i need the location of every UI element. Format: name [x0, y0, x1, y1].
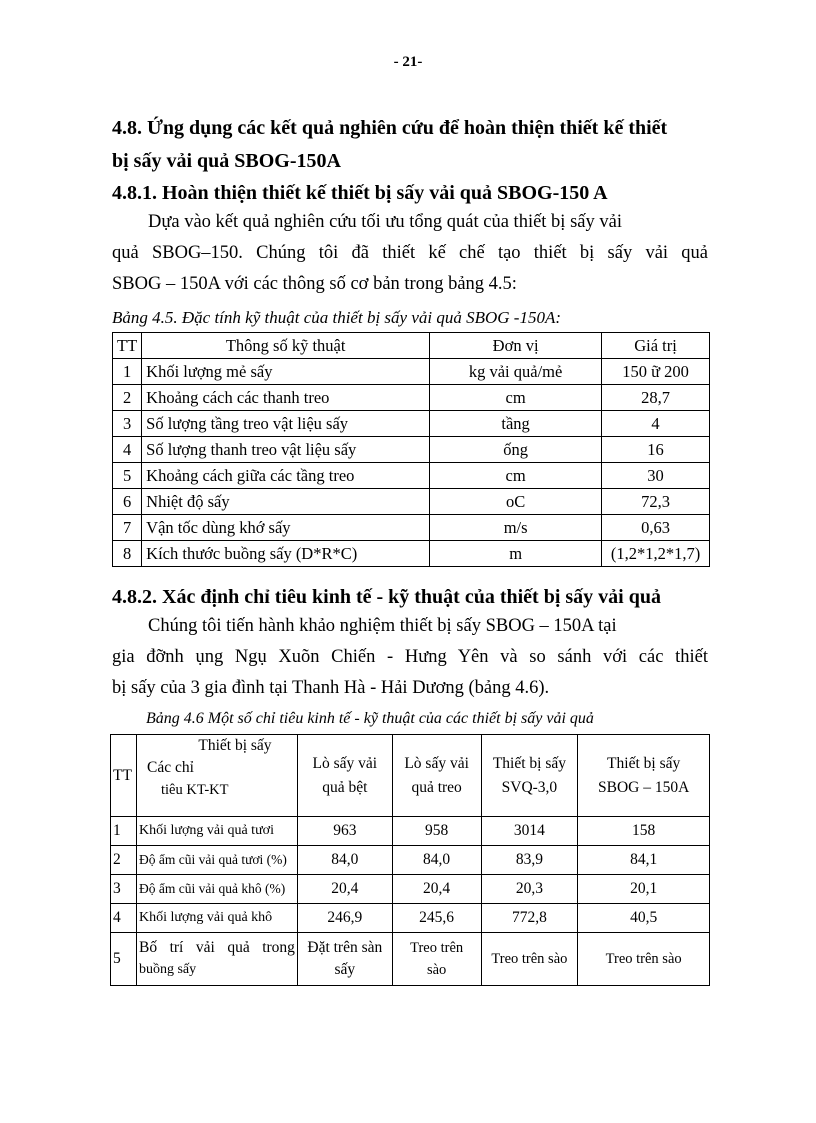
subsection1-title: 4.8.1. Hoàn thiện thiết kế thiết bị sấy vải quả SBOG-150 A: [112, 182, 608, 204]
table2-cell: Khối lượng vải quả khô: [136, 904, 297, 933]
table2-cell: 958: [392, 817, 481, 846]
col-label-line2: SVQ-3,0: [501, 778, 558, 796]
table1-cell: 72,3: [602, 489, 710, 515]
table1-row: [113, 541, 710, 567]
row5-label-line2: buồng sấy: [138, 962, 197, 977]
table1-cell: tầng: [430, 411, 602, 437]
table2-cell: Treo trên sào: [578, 933, 710, 986]
table1-cell: Vận tốc dùng khớ sấy: [142, 515, 430, 541]
para2-line2: gia đỡnh ụng Ngụ Xuõn Chiến - Hưng Yên và so sánh với các thiết: [112, 647, 708, 667]
table2-cell: Treo trên sào: [481, 933, 578, 986]
table2-cell: 84,0: [392, 846, 481, 875]
table2-cell: 40,5: [578, 904, 710, 933]
table1-cell: 28,7: [602, 385, 710, 411]
table2-cell: 20,4: [297, 875, 392, 904]
table2-cell: 3014: [481, 817, 578, 846]
table2-cell: 20,4: [392, 875, 481, 904]
table2-cell: 5: [111, 933, 137, 986]
table2-row: [111, 933, 710, 986]
table1-cell: m: [430, 541, 602, 567]
table1-cell: (1,2*1,2*1,7): [602, 541, 710, 567]
economic-indicators-table: [110, 734, 710, 986]
table2-cell: 84,1: [578, 846, 710, 875]
table1-cell: Khoảng cách giữa các tầng treo: [142, 463, 430, 489]
table1-cell: 7: [113, 515, 142, 541]
table2-cell: Độ ẩm cũi vải quả khô (%): [136, 875, 297, 904]
row5-c2-line2: sào: [426, 962, 447, 978]
table2-cell: 246,9: [297, 904, 392, 933]
table2-cell: 83,9: [481, 846, 578, 875]
table2-cell: 245,6: [392, 904, 481, 933]
table1-row: [113, 411, 710, 437]
table2-cell: 20,3: [481, 875, 578, 904]
technical-spec-table: [112, 332, 710, 567]
row5-c1-line2: sấy: [334, 961, 356, 978]
table1-cell: Khoảng cách các thanh treo: [142, 385, 430, 411]
table1-row: [113, 437, 710, 463]
table2-row: [111, 846, 710, 875]
para1-line1: Dựa vào kết quả nghiên cứu tối ưu tổng quát của thiết bị sấy vải: [148, 212, 622, 232]
para2-line3: bị sấy của 3 gia đình tại Thanh Hà - Hải Dương (bảng 4.6).: [112, 678, 550, 698]
table2-cell: 20,1: [578, 875, 710, 904]
table1-cell: cm: [430, 463, 602, 489]
table2-cell: 2: [111, 846, 137, 875]
table2-cell: 772,8: [481, 904, 578, 933]
table1-cell: Khối lượng mẻ sấy: [142, 359, 430, 385]
table1-cell: 4: [602, 411, 710, 437]
table1-row: [113, 489, 710, 515]
table1-cell: 0,63: [602, 515, 710, 541]
col-label-line1: Lò sấy vải: [312, 754, 378, 772]
section-title-line2: bị sấy vải quả SBOG-150A: [112, 150, 341, 172]
para2-line1: Chúng tôi tiến hành khảo nghiệm thiết bị sấy SBOG – 150A tại: [148, 616, 617, 636]
section-title: [112, 115, 667, 174]
table1-cell: 3: [113, 411, 142, 437]
table2-row: [111, 904, 710, 933]
col-label-line1: Lò sấy vải: [404, 754, 469, 772]
paragraph-2: [112, 611, 708, 704]
table1-cell: 4: [113, 437, 142, 463]
table2-cell: [136, 933, 297, 986]
table2-header-col: [392, 735, 481, 817]
table2-header-col: [481, 735, 578, 817]
table1-header-cell: TT: [113, 333, 142, 359]
table2-cell: 84,0: [297, 846, 392, 875]
table1-cell: 30: [602, 463, 710, 489]
para1-line3: SBOG – 150A với các thông số cơ bản trong bảng 4.5:: [112, 274, 517, 294]
table2-cell: 158: [578, 817, 710, 846]
table1-cell: 5: [113, 463, 142, 489]
table1-cell: 6: [113, 489, 142, 515]
table2-cell: 1: [111, 817, 137, 846]
corner-top-label: Thiết bị sấy: [198, 737, 272, 754]
table2-cell: [392, 933, 481, 986]
table1-cell: Số lượng tầng treo vật liệu sấy: [142, 411, 430, 437]
table1-cell: kg vải quả/mẻ: [430, 359, 602, 385]
col-label-line1: Thiết bị sấy: [492, 754, 566, 772]
table2-header-tt: TT: [111, 735, 137, 817]
table2-caption: Bảng 4.6 Một số chỉ tiêu kinh tế - kỹ thuật của các thiết bị sấy vải quả: [146, 710, 594, 727]
table1-cell: 1: [113, 359, 142, 385]
table1-cell: 8: [113, 541, 142, 567]
col-label-line2: quả bệt: [322, 778, 368, 796]
table1-caption: Bảng 4.5. Đặc tính kỹ thuật của thiết bị sấy vải quả SBOG -150A:: [112, 308, 561, 327]
table1-row: [113, 385, 710, 411]
paragraph-1: [112, 207, 708, 300]
table1-cell: 150 ữ 200: [602, 359, 710, 385]
table1-row: [113, 515, 710, 541]
subsection2-title: 4.8.2. Xác định chỉ tiêu kinh tế - kỹ thuật của thiết bị sấy vải quả: [112, 586, 661, 608]
table2-row: [111, 817, 710, 846]
table1-row: [113, 359, 710, 385]
table2-row: [111, 875, 710, 904]
table1-cell: cm: [430, 385, 602, 411]
section-title-line1: 4.8. Ứng dụng các kết quả nghiên cứu để hoàn thiện thiết kế thiết: [112, 117, 668, 139]
table2-cell: 4: [111, 904, 137, 933]
table2-cell: [297, 933, 392, 986]
table1-row: [113, 463, 710, 489]
table1-cell: 16: [602, 437, 710, 463]
corner-bottom-label: tiêu KT-KT: [160, 782, 229, 798]
table1-header-cell: Giá trị: [602, 333, 710, 359]
table1-cell: Số lượng thanh treo vật liệu sấy: [142, 437, 430, 463]
table1-cell: Kích thước buồng sấy (D*R*C): [142, 541, 430, 567]
corner-mid-label: Các chỉ: [146, 759, 194, 776]
col-label-line2: SBOG – 150A: [598, 778, 690, 796]
table1-cell: m/s: [430, 515, 602, 541]
col-label-line1: Thiết bị sấy: [607, 754, 681, 772]
table2-cell: Độ ẩm cũi vải quả tươi (%): [136, 846, 297, 875]
table2-cell: 963: [297, 817, 392, 846]
page-number: - 21-: [393, 54, 423, 70]
table1-cell: ống: [430, 437, 602, 463]
table1-cell: 2: [113, 385, 142, 411]
table1-cell: oC: [430, 489, 602, 515]
table2-header-col: [297, 735, 392, 817]
row5-c2-line1: Treo trên: [410, 940, 464, 956]
table1-header-cell: Thông số kỹ thuật: [142, 333, 430, 359]
table2-cell: Khối lượng vải quả tươi: [136, 817, 297, 846]
table2-header-corner: [136, 735, 297, 817]
table1-cell: Nhiệt độ sấy: [142, 489, 430, 515]
table1-header-cell: Đơn vị: [430, 333, 602, 359]
col-label-line2: quả treo: [411, 778, 462, 796]
row5-c1-line1: Đặt trên sàn: [307, 939, 383, 956]
row5-label-line1: Bố trí vải quả trong: [138, 939, 295, 956]
table2-header-col: [578, 735, 710, 817]
table1-header-row: [113, 333, 710, 359]
para1-line2: quả SBOG–150. Chúng tôi đã thiết kế chế tạo thiết bị sấy vải quả: [112, 243, 708, 263]
table2-header-row: [111, 735, 710, 817]
table2-cell: 3: [111, 875, 137, 904]
